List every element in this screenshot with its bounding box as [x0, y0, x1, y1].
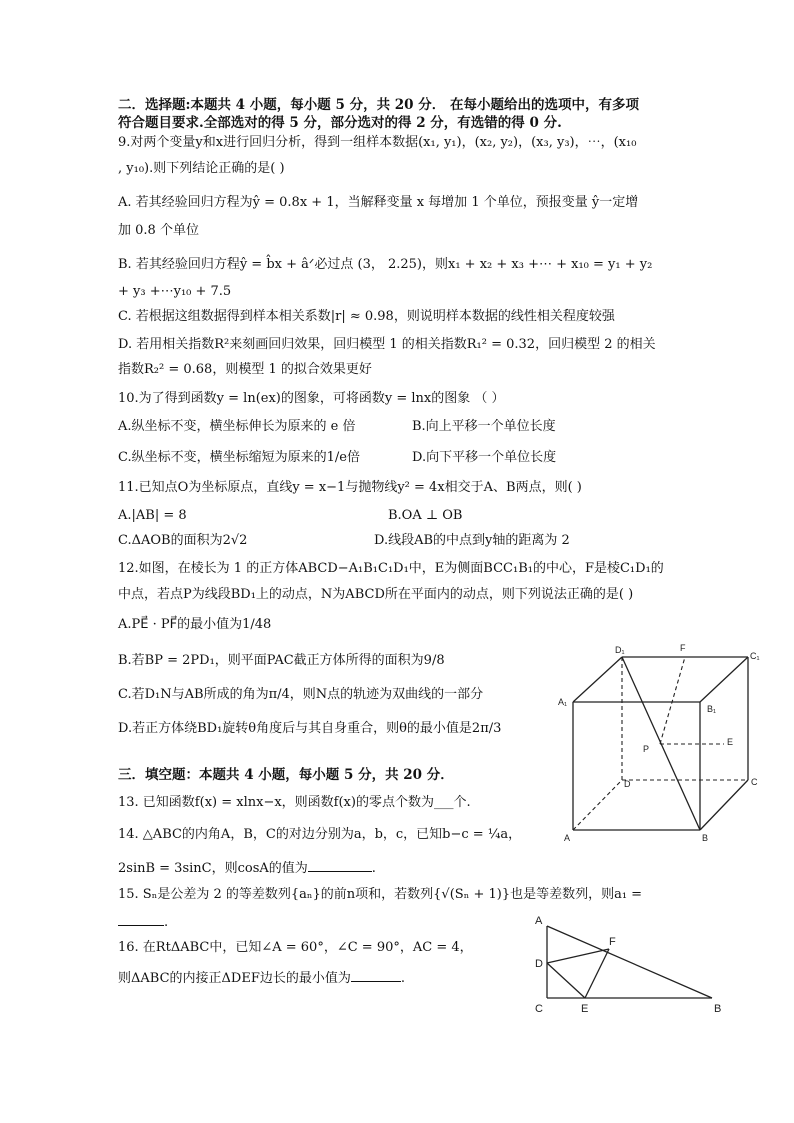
q12-option-b: B.若BP = 2PD₁，则平面PAC截正方体所得的面积为9/8	[118, 653, 445, 668]
cube-label-f: F	[680, 643, 686, 653]
q11-option-d: D.线段AB的中点到y轴的距离为 2	[374, 533, 570, 548]
q16-line1: 16. 在RtΔABC中，已知∠A = 60°，∠C = 90°，AC = 4，	[118, 940, 473, 955]
triangle-label-a: A	[535, 915, 543, 927]
triangle-side-ab	[547, 926, 712, 998]
cube-label-c1: C₁	[750, 651, 760, 661]
q16-line2-end: .	[400, 971, 405, 986]
triangle-label-d: D	[535, 958, 543, 970]
cube-label-d1: D₁	[615, 645, 625, 655]
cube-label-b1: B₁	[707, 704, 717, 714]
section2-heading-line2: 符合题目要求.全部选对的得 5 分，部分选对的得 2 分，有选错的得 0 分.	[118, 115, 562, 131]
q12-stem-line2: 中点，若点P为线段BD₁上的动点，N为ABCD所在平面内的动点，则下列说法正确的是( )	[118, 587, 634, 602]
q9-option-b-line2: + y₃ +⋯y₁₀ + 7.5	[118, 284, 232, 299]
cube-label-a: A	[564, 833, 571, 843]
q9-stem-line1: 9.对两个变量y和x进行回归分析，得到一组样本数据(x₁, y₁)，(x₂, y₂)，(x₃, y₃)，⋯，(x₁₀	[118, 135, 637, 150]
q16-line2-text: 则ΔABC的内接正ΔDEF边长的最小值为	[118, 971, 351, 986]
q12-stem-line1: 12.如图，在棱长为 1 的正方体ABCD−A₁B₁C₁D₁中，E为侧面BCC₁B₁的中心，F是棱C₁D₁的	[118, 561, 664, 576]
q9-option-d-line1: D. 若用相关指数R²来刻画回归效果，回归模型 1 的相关指数R₁² = 0.32，回归模型 2 的相关	[118, 337, 656, 352]
q11-option-c: C.ΔAOB的面积为2√2	[118, 533, 248, 548]
q11-option-b: B.OA ⊥ OB	[388, 508, 463, 523]
triangle-inner-de	[547, 963, 585, 998]
triangle-inner-df	[547, 949, 609, 963]
q10-option-b: B.向上平移一个单位长度	[412, 419, 556, 434]
q9-option-a-line1: A. 若其经验回归方程为ŷ = 0.8x + 1，当解释变量 x 每增加 1 个单位，预报变量 ŷ一定增	[118, 195, 639, 210]
q14-line2-end: .	[371, 861, 376, 876]
q9-option-d-line2: 指数R₂² = 0.68，则模型 1 的拟合效果更好	[118, 362, 372, 377]
q11-stem: 11.已知点O为坐标原点，直线y = x−1与抛物线y² = 4x相交于A、B两点，则( )	[118, 480, 582, 495]
q10-option-c: C.纵坐标不变，横坐标缩短为原来的1/e倍	[118, 450, 360, 465]
triangle-label-f: F	[609, 936, 616, 948]
q12-option-d: D.若正方体绕BD₁旋转θ角度后与其自身重合，则θ的最小值是2π/3	[118, 721, 502, 736]
q15-line1: 15. Sₙ是公差为 2 的等差数列{aₙ}的前n项和，若数列{√(Sₙ + 1)}也是等差数列，则a₁ =	[118, 887, 643, 902]
q12-option-c: C.若D₁N与AB所成的角为π/4，则N点的轨迹为双曲线的一部分	[118, 687, 484, 702]
q14-line1: 14. △ABC的内角A，B，C的对边分别为a，b，c，已知b−c = ¼a，	[118, 827, 522, 842]
section2-heading-line1: 二．选择题:本题共 4 小题，每小题 5 分，共 20 分． 在每小题给出的选项中，有多项	[118, 97, 639, 113]
triangle-label-b: B	[714, 1003, 722, 1015]
q9-option-a-line2: 加 0.8 个单位	[118, 223, 199, 238]
q14-line2-text: 2sinB = 3sinC，则cosA的值为	[118, 861, 308, 876]
q10-option-a: A.纵坐标不变，横坐标伸长为原来的 e 倍	[118, 419, 356, 434]
q15-line2-end: .	[164, 915, 169, 930]
triangle-label-c: C	[535, 1003, 543, 1015]
q9-stem-line2: , y₁₀).则下列结论正确的是( )	[118, 161, 285, 176]
cube-label-d: D	[624, 779, 631, 789]
triangle-label-e: E	[581, 1003, 589, 1015]
section3-heading: 三．填空题：本题共 4 小题，每小题 5 分，共 20 分．	[118, 767, 454, 783]
cube-label-c: C	[751, 777, 758, 787]
q10-option-d: D.向下平移一个单位长度	[412, 450, 557, 465]
cube-label-e: E	[727, 737, 734, 747]
q9-option-b-line1: B. 若其经验回归方程ŷ = b̂x + âᐟ必过点 (3， 2.25)，则x₁ + x₂ + x₃ +⋯ + x₁₀ = y₁ + y₂	[118, 257, 653, 272]
cube-label-a1: A₁	[558, 697, 568, 707]
triangle-inner-ef	[585, 949, 609, 998]
q13-text: 13. 已知函数f(x) = xlnx−x，则函数f(x)的零点个数为___个.	[118, 795, 471, 810]
q9-option-c: C. 若根据这组数据得到样本相关系数|r| ≈ 0.98，则说明样本数据的线性相关程度较强	[118, 309, 615, 324]
q12-option-a: A.PE⃗ · PF⃗的最小值为1/48	[118, 617, 272, 632]
cube-label-p: P	[643, 744, 650, 754]
cube-label-b: B	[702, 833, 709, 843]
q11-option-a: A.|AB| = 8	[118, 508, 187, 523]
q10-stem: 10.为了得到函数y = ln(ex)的图象，可将函数y = lnx的图象 （ ）	[118, 391, 505, 406]
